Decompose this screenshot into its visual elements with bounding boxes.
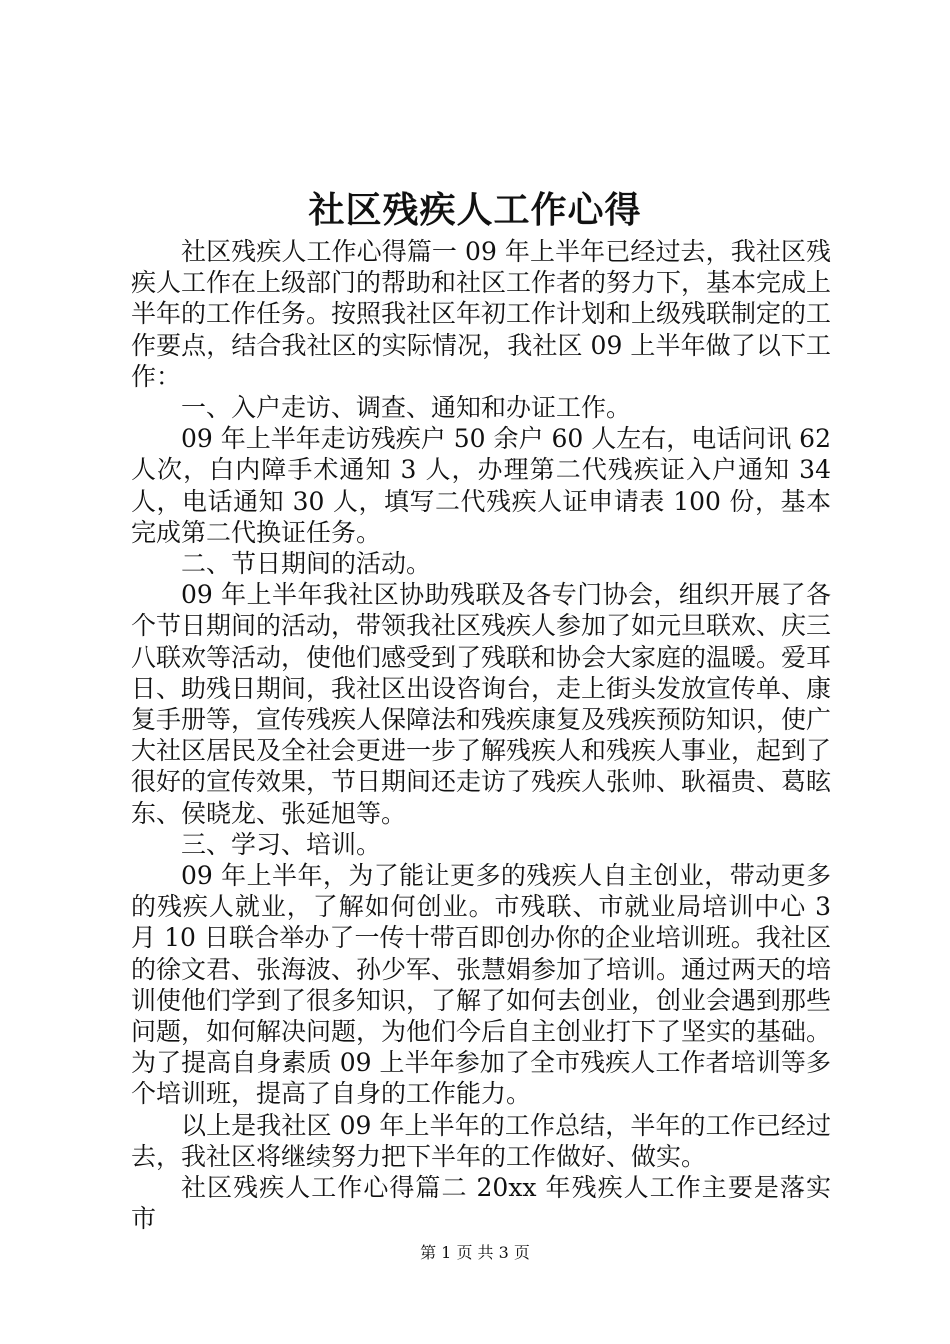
section-heading-holiday-activities: 二、节日期间的活动。 [181,549,432,579]
document-title: 社区残疾人工作心得 [308,189,642,231]
paragraph-summary: 以上是我社区 09 年上半年的工作总结，半年的工作已经过去，我社区将继续努力把下半年的工作做好、做实。 [131,1110,831,1171]
section-heading-visits: 一、入户走访、调查、通知和办证工作。 [181,393,632,423]
document-body [131,236,831,1235]
page-footer: 第 1 页 共 3 页 [420,1243,530,1262]
paragraph-training: 09 年上半年，为了能让更多的残疾人自主创业，带动更多的残疾人就业，了解如何创业。市残联、市就业局培训中心 3 月 10 日联合举办了一传十带百即创办你的企业培训班。我社区的徐文君、张海波、孙少军、张慧娟参加了培训。通过两天的培训使他们学到了很多知识，了解了如何去创业，创业会遇到那些问题，如何解决问题，为他们今后自主创业打下了坚实的基础。为了提高自身素质 09 上半年参加了全市残疾人工作者培训等多个培训班，提高了自身的工作能力。 [131,861,832,1109]
section-heading-training: 三、学习、培训。 [181,829,382,859]
paragraph-holiday-activities: 09 年上半年我社区协助残联及各专门协会，组织开展了各个节日期间的活动，带领我社区残疾人参加了如元旦联欢、庆三八联欢等活动，使他们感受到了残联和协会大家庭的温暖。爱耳日、助残日期间，我社区出设咨询台，走上街头发放宣传单、康复手册等，宣传残疾人保障法和残疾康复及残疾预防知识，使广大社区居民及全社会更进一步了解残疾人和残疾人事业，起到了很好的宣传效果，节日期间还走访了残疾人张帅、耿福贵、葛眩东、侯晓龙、张延旭等。 [131,580,832,828]
paragraph-visits: 09 年上半年走访残疾户 50 余户 60 人左右，电话问讯 62 人次，白内障手术通知 3 人，办理第二代残疾证入户通知 34 人，电话通知 30 人，填写二代残疾人证申请表 100 份，基本完成第二代换证任务。 [131,424,831,547]
paragraph-intro: 社区残疾人工作心得篇一 09 年上半年已经过去，我社区残疾人工作在上级部门的帮助和社区工作者的努力下，基本完成上半年的工作任务。按照我社区年初工作计划和上级残联制定的工作要点，结合我社区的实际情况，我社区 09 上半年做了以下工作： [131,237,832,391]
paragraph-part-two: 社区残疾人工作心得篇二 20xx 年残疾人工作主要是落实市 [131,1173,831,1234]
